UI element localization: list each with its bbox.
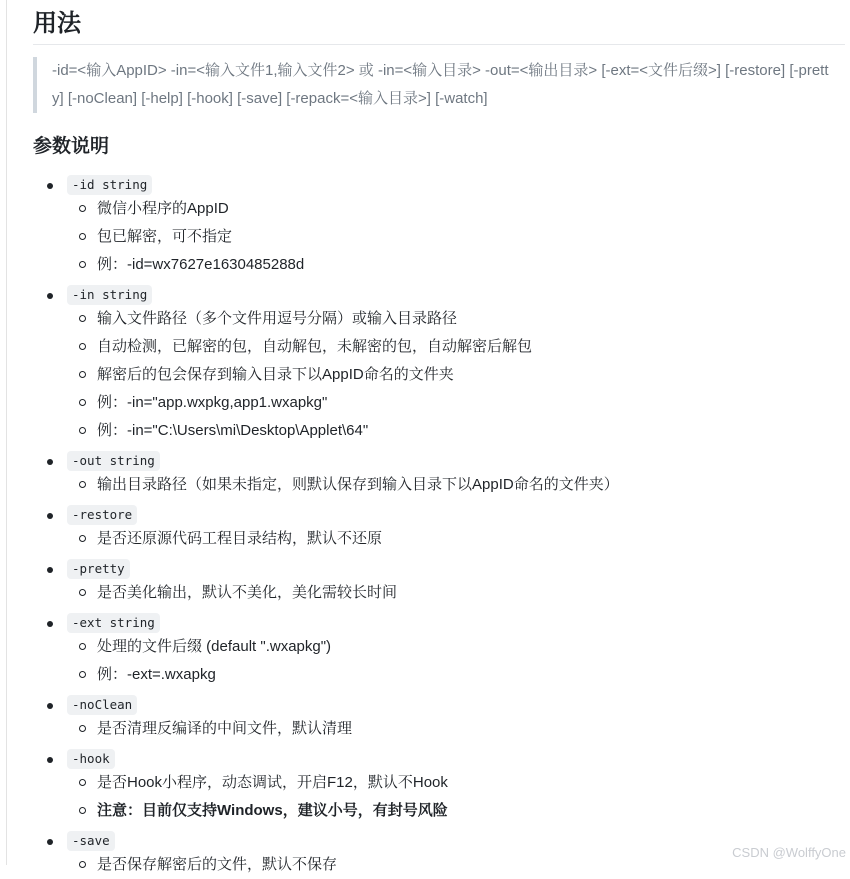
usage-heading: 用法	[33, 10, 81, 37]
bullet-icon	[47, 757, 53, 763]
param-desc-item	[33, 661, 845, 689]
param-desc-item	[33, 195, 845, 223]
circle-bullet-icon	[79, 205, 86, 212]
param-desc-item	[33, 417, 845, 445]
param-desc-text: 输入文件路径（多个文件用逗号分隔）或输入目录路径	[97, 310, 458, 327]
param-desc-list	[33, 769, 845, 825]
param-desc-item	[33, 633, 845, 661]
circle-bullet-icon	[79, 671, 86, 678]
params-heading: 参数说明	[33, 136, 110, 157]
circle-bullet-icon	[79, 589, 86, 596]
param-flag: -id string	[67, 175, 152, 195]
param-desc-text: 注意：目前仅支持Windows，建议小号，有封号风险	[97, 802, 448, 819]
param-flag: -ext string	[67, 613, 160, 633]
param-desc-list	[33, 525, 845, 553]
param-flag: -noClean	[67, 695, 137, 715]
circle-bullet-icon	[79, 779, 86, 786]
param-desc-text: 例：-in="app.wxpkg,app1.wxapkg"	[97, 394, 328, 411]
param-desc-text: 例：-in="C:\Users\mi\Desktop\Applet\64"	[97, 422, 369, 439]
param-item	[33, 451, 845, 499]
param-item	[33, 175, 845, 279]
bullet-icon	[47, 703, 53, 709]
param-desc-item	[33, 333, 845, 361]
param-desc-item	[33, 797, 845, 825]
param-desc-text: 例：-ext=.wxapkg	[97, 666, 216, 683]
param-desc-item	[33, 305, 845, 333]
bullet-icon	[47, 567, 53, 573]
circle-bullet-icon	[79, 261, 86, 268]
usage-text: -id=<输入AppID> -in=<输入文件1,输入文件2> 或 -in=<输入目录> -out=<输出目录> [-ext=<文件后缀>] [-restore] [-pretty] [-noClean] [-help] [-hook] [-save] [-repack=<输入目录>] [-watch]	[52, 62, 829, 107]
param-desc-text: 是否还原源代码工程目录结构，默认不还原	[97, 530, 383, 547]
param-desc-list	[33, 715, 845, 743]
param-desc-text: 输出目录路径（如果未指定，则默认保存到输入目录下以AppID命名的文件夹）	[97, 476, 619, 493]
left-border	[6, 0, 7, 865]
bullet-icon	[47, 621, 53, 627]
params-list	[33, 175, 845, 879]
param-item	[33, 695, 845, 743]
param-desc-text: 解密后的包会保存到输入目录下以AppID命名的文件夹	[97, 366, 454, 383]
heading-divider	[33, 44, 845, 45]
param-desc-item	[33, 223, 845, 251]
circle-bullet-icon	[79, 807, 86, 814]
bullet-icon	[47, 839, 53, 845]
param-desc-item	[33, 579, 845, 607]
bullet-icon	[47, 459, 53, 465]
param-desc-list	[33, 195, 845, 279]
param-flag: -save	[67, 831, 115, 851]
param-desc-text: 例：-id=wx7627e1630485288d	[97, 256, 305, 273]
param-desc-list	[33, 579, 845, 607]
param-desc-text: 包已解密，可不指定	[97, 228, 233, 245]
param-desc-list	[33, 305, 845, 445]
param-desc-text: 自动检测，已解密的包，自动解包，未解密的包，自动解密后解包	[97, 338, 533, 355]
circle-bullet-icon	[79, 399, 86, 406]
param-desc-item	[33, 851, 845, 879]
usage-blockquote	[33, 57, 837, 113]
param-desc-item	[33, 525, 845, 553]
param-item	[33, 613, 845, 689]
circle-bullet-icon	[79, 643, 86, 650]
watermark: CSDN @WolffyOne	[732, 845, 846, 860]
bullet-icon	[47, 183, 53, 189]
bullet-icon	[47, 293, 53, 299]
param-desc-item	[33, 471, 845, 499]
param-item	[33, 285, 845, 445]
param-flag: -hook	[67, 749, 115, 769]
param-desc-text: 是否Hook小程序，动态调试，开启F12，默认不Hook	[97, 774, 448, 791]
param-flag: -restore	[67, 505, 137, 525]
param-desc-text: 是否美化输出，默认不美化，美化需较长时间	[97, 584, 398, 601]
param-flag: -pretty	[67, 559, 130, 579]
circle-bullet-icon	[79, 725, 86, 732]
circle-bullet-icon	[79, 315, 86, 322]
param-desc-item	[33, 389, 845, 417]
circle-bullet-icon	[79, 481, 86, 488]
param-flag: -in string	[67, 285, 152, 305]
param-item	[33, 831, 845, 879]
param-flag: -out string	[67, 451, 160, 471]
param-desc-list	[33, 471, 845, 499]
circle-bullet-icon	[79, 535, 86, 542]
param-item	[33, 505, 845, 553]
bullet-icon	[47, 513, 53, 519]
param-item	[33, 559, 845, 607]
circle-bullet-icon	[79, 371, 86, 378]
param-item	[33, 749, 845, 825]
param-desc-item	[33, 251, 845, 279]
param-desc-text: 微信小程序的AppID	[97, 200, 229, 217]
param-desc-text: 是否清理反编译的中间文件，默认清理	[97, 720, 353, 737]
param-desc-text: 是否保存解密后的文件，默认不保存	[97, 856, 338, 873]
circle-bullet-icon	[79, 427, 86, 434]
param-desc-list	[33, 633, 845, 689]
circle-bullet-icon	[79, 233, 86, 240]
param-desc-text: 处理的文件后缀 (default ".wxapkg")	[97, 638, 332, 655]
param-desc-item	[33, 715, 845, 743]
param-desc-item	[33, 361, 845, 389]
param-desc-item	[33, 769, 845, 797]
circle-bullet-icon	[79, 343, 86, 350]
param-desc-list	[33, 851, 845, 879]
